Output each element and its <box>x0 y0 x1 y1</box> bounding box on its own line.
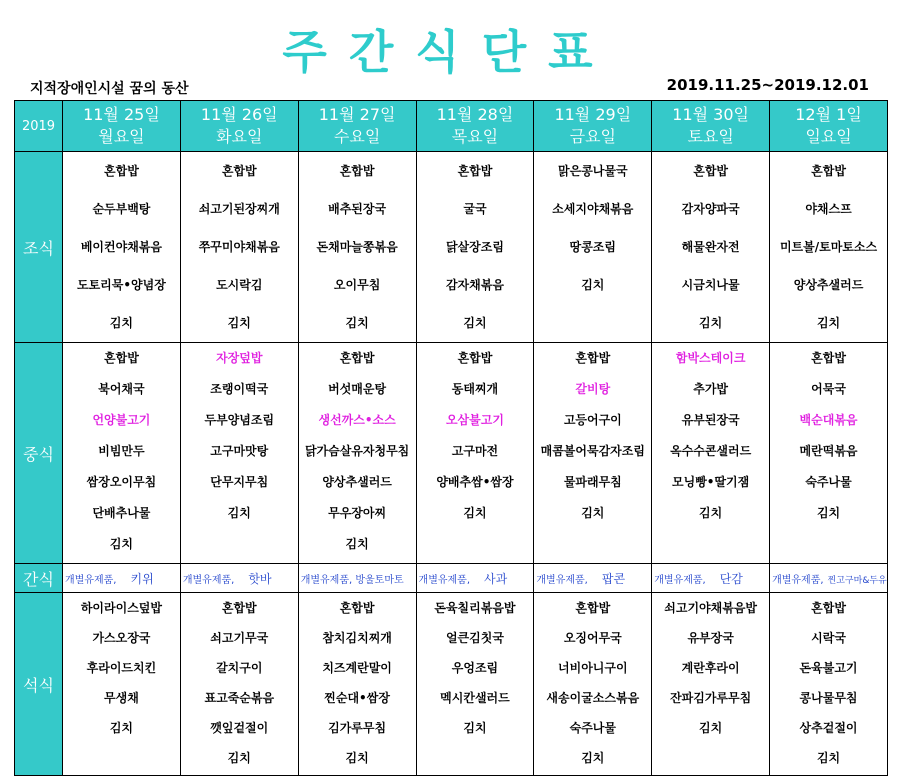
menu-item: 쌈장오이무침 <box>86 475 157 489</box>
snack-item: 핫바 <box>248 571 272 586</box>
menu-item: 콩나물무침 <box>799 691 858 705</box>
snack-dairy: 개별유제품, <box>65 574 117 586</box>
menu-item: 함박스테이크 <box>675 351 746 365</box>
menu-item: 생선까스•소스 <box>318 413 396 427</box>
menu-item: 버섯매운탕 <box>328 382 387 396</box>
menu-item: 감자양파국 <box>681 202 740 216</box>
menu-item: 돈육불고기 <box>799 661 858 675</box>
menu-item: 김치 <box>227 506 251 520</box>
menu-item: 김치 <box>581 506 605 520</box>
menu-item: 김치 <box>109 316 134 330</box>
menu-item: 김치 <box>816 506 841 520</box>
menu-item: 양배추쌈•쌈장 <box>436 475 514 489</box>
snack-item: 키위 <box>130 571 154 586</box>
menu-item: 배추된장국 <box>328 202 387 216</box>
menu-item: 감자채볶음 <box>445 278 504 292</box>
menu-item: 가스오장국 <box>92 631 151 645</box>
menu-item: 혼합밥 <box>811 164 846 178</box>
menu-item: 혼합밥 <box>693 164 729 178</box>
menu-item: 김치 <box>109 721 134 735</box>
menu-cell <box>652 152 770 343</box>
snack-cell <box>652 564 770 593</box>
menu-item: 김치 <box>345 751 369 765</box>
menu-item: 김치 <box>816 316 841 330</box>
menu-item: 비빔만두 <box>98 444 145 458</box>
menu-item: 상추겉절이 <box>799 721 858 735</box>
menu-item: 혼합밥 <box>339 164 375 178</box>
menu-item: 맑은콩나물국 <box>558 164 628 178</box>
dinner-row <box>15 593 888 776</box>
menu-item: 도토리묵•양념장 <box>77 278 166 292</box>
menu-item: 찐순대•쌈장 <box>324 691 390 705</box>
menu-item: 북어채국 <box>98 382 145 396</box>
menu-cell <box>416 152 534 343</box>
snack-cell <box>534 564 652 593</box>
menu-cell <box>180 343 298 564</box>
menu-item: 후라이드치킨 <box>86 661 157 675</box>
menu-item: 김치 <box>699 721 723 735</box>
menu-item: 닭가슴살유자청무침 <box>304 444 410 458</box>
menu-item: 새송이굴소스볶음 <box>546 691 640 705</box>
snack-cell <box>416 564 534 593</box>
menu-item: 쇠고기된장찌개 <box>198 202 280 216</box>
menu-item: 우엉조림 <box>451 661 499 675</box>
menu-item: 얼큰김칫국 <box>445 631 504 645</box>
snack-dairy: 개별유제품, 방울토마토 <box>300 574 404 586</box>
meal-label-breakfast: 조식 <box>15 152 63 343</box>
menu-item: 갈비탕 <box>575 382 611 396</box>
menu-cell <box>770 152 888 343</box>
menu-item: 시락국 <box>811 631 846 645</box>
menu-item: 계란후라이 <box>681 661 740 675</box>
menu-item: 김치 <box>463 721 487 735</box>
menu-item: 혼합밥 <box>339 601 375 615</box>
menu-item: 쇠고기무국 <box>210 631 269 645</box>
menu-item: 혼합밥 <box>575 601 611 615</box>
menu-cell <box>298 152 416 343</box>
menu-item: 김치 <box>345 537 369 551</box>
menu-item: 양상추샐러드 <box>793 278 864 292</box>
menu-item: 두부양념조림 <box>204 413 275 427</box>
day-header: 12월 1일 일요일 <box>770 101 888 152</box>
header-row <box>15 101 888 152</box>
menu-item: 모닝빵•딸기잼 <box>672 475 750 489</box>
menu-item: 쭈꾸미야채볶음 <box>198 240 280 254</box>
menu-item: 땅콩조림 <box>569 240 616 254</box>
menu-item: 하이라이스덮밥 <box>80 601 162 615</box>
menu-item: 오징어무국 <box>563 631 622 645</box>
meal-label-dinner: 석식 <box>15 593 63 776</box>
day-header: 11월 27일 수요일 <box>298 101 416 152</box>
menu-item: 혼합밥 <box>221 164 257 178</box>
menu-item: 어묵국 <box>811 382 846 396</box>
menu-item: 야채스프 <box>805 202 852 216</box>
menu-item: 혼합밥 <box>457 351 493 365</box>
snack-item: 팝콘 <box>601 571 626 586</box>
day-header: 11월 30일 토요일 <box>652 101 770 152</box>
menu-item: 돈채마늘쫑볶음 <box>316 240 398 254</box>
menu-item: 혼합밥 <box>811 351 846 365</box>
menu-item: 오삼불고기 <box>445 413 504 427</box>
day-header: 11월 29일 금요일 <box>534 101 652 152</box>
menu-cell <box>180 152 298 343</box>
day-header: 11월 25일 월요일 <box>63 101 181 152</box>
day-header: 11월 26일 화요일 <box>180 101 298 152</box>
menu-item: 김치 <box>463 316 487 330</box>
menu-item: 양상추샐러드 <box>322 475 392 489</box>
menu-item: 추가밥 <box>693 382 729 396</box>
menu-item: 혼합밥 <box>104 164 139 178</box>
menu-item: 오이무침 <box>333 278 381 292</box>
menu-item: 해물완자전 <box>681 240 740 254</box>
menu-item: 김치 <box>345 316 369 330</box>
menu-item: 참치김치찌개 <box>322 631 392 645</box>
menu-item: 숙주나물 <box>569 721 616 735</box>
year-header: 2019 <box>15 101 63 152</box>
snack-item: 사과 <box>484 571 508 586</box>
snack-cell <box>298 564 416 593</box>
menu-item: 고등어구이 <box>563 413 622 427</box>
menu-item: 돈육칠리볶음밥 <box>434 601 516 615</box>
menu-item: 도시락김 <box>216 278 263 292</box>
snack-cell <box>63 564 181 593</box>
menu-item: 김치 <box>109 537 134 551</box>
menu-table <box>14 100 888 776</box>
menu-item: 미트볼/토마토소스 <box>779 240 878 254</box>
menu-item: 잔파김가루무침 <box>670 691 752 705</box>
menu-item: 멕시칸샐러드 <box>440 691 510 705</box>
page-title: 주간식단표 <box>282 25 615 79</box>
menu-item: 혼합밥 <box>339 351 375 365</box>
menu-item: 김가루무침 <box>328 721 387 735</box>
menu-item: 베이컨야채볶음 <box>80 240 162 254</box>
menu-item: 메란떡볶음 <box>799 444 858 458</box>
menu-cell <box>63 152 181 343</box>
menu-item: 김치 <box>227 751 251 765</box>
snack-dairy: 개별유제품, <box>772 574 824 586</box>
snack-dairy: 개별유제품, <box>654 574 706 586</box>
snack-cell <box>180 564 298 593</box>
menu-item: 표고죽순볶음 <box>204 691 275 705</box>
date-range: 2019.11.25~2019.12.01 <box>666 76 869 94</box>
menu-item: 고구마전 <box>451 444 499 458</box>
menu-item: 언양불고기 <box>92 413 151 427</box>
menu-cell <box>770 343 888 564</box>
lunch-row <box>15 343 888 564</box>
menu-cell <box>652 593 770 776</box>
menu-cell <box>63 593 181 776</box>
breakfast-row <box>15 152 888 343</box>
menu-item: 혼합밥 <box>575 351 611 365</box>
menu-cell <box>534 343 652 564</box>
menu-item: 조랭이떡국 <box>210 382 269 396</box>
menu-item: 치즈계란말이 <box>322 661 392 675</box>
menu-item: 매콤볼어묵감자조림 <box>540 444 645 458</box>
menu-item: 갈치구이 <box>216 661 263 675</box>
menu-item: 굴국 <box>463 202 487 216</box>
menu-item: 김치 <box>699 316 723 330</box>
menu-item: 단무지무침 <box>210 475 269 489</box>
menu-item: 순두부백탕 <box>92 202 151 216</box>
menu-item: 옥수수콘샐러드 <box>670 444 752 458</box>
snack-cell <box>770 564 888 593</box>
menu-cell <box>652 343 770 564</box>
menu-cell <box>63 343 181 564</box>
menu-item: 유부장국 <box>687 631 734 645</box>
menu-item: 단배추나물 <box>92 506 151 520</box>
snack-dairy: 개별유제품, <box>182 574 235 586</box>
menu-item: 쇠고기야채볶음밥 <box>664 601 758 615</box>
menu-item: 김치 <box>463 506 487 520</box>
menu-cell <box>298 593 416 776</box>
menu-cell <box>298 343 416 564</box>
menu-item: 김치 <box>227 316 251 330</box>
meal-label-lunch: 중식 <box>15 343 63 564</box>
snack-row <box>15 564 888 593</box>
snack-dairy: 개별유제품, <box>536 574 588 586</box>
day-header: 11월 28일 목요일 <box>416 101 534 152</box>
menu-item: 숙주나물 <box>805 475 852 489</box>
menu-item: 김치 <box>699 506 723 520</box>
menu-item: 물파래무침 <box>563 475 622 489</box>
menu-item: 혼합밥 <box>104 351 139 365</box>
menu-item: 닭살장조림 <box>445 240 504 254</box>
menu-item: 무생채 <box>104 691 139 705</box>
menu-item: 무우장아찌 <box>328 506 387 520</box>
snack-dairy: 개별유제품, <box>418 574 471 586</box>
menu-item: 너비아니구이 <box>558 661 628 675</box>
menu-cell <box>770 593 888 776</box>
menu-item: 김치 <box>581 751 605 765</box>
menu-item: 김치 <box>816 751 841 765</box>
menu-cell <box>416 343 534 564</box>
menu-item: 유부된장국 <box>681 413 740 427</box>
menu-item: 시금치나물 <box>681 278 740 292</box>
snack-item: 찐고구마&두유 <box>827 575 887 586</box>
menu-cell <box>534 152 652 343</box>
snack-item: 단감 <box>719 571 743 586</box>
menu-cell <box>416 593 534 776</box>
menu-item: 깻잎겉절이 <box>210 721 269 735</box>
organization-name: 지적장애인시설 꿈의 동산 <box>30 81 189 97</box>
menu-item: 혼합밥 <box>811 601 846 615</box>
menu-item: 혼합밥 <box>221 601 257 615</box>
menu-item: 혼합밥 <box>457 164 493 178</box>
menu-cell <box>180 593 298 776</box>
menu-item: 소세지야채볶음 <box>552 202 634 216</box>
menu-item: 자장덮밥 <box>216 351 263 365</box>
menu-item: 김치 <box>581 278 605 292</box>
menu-cell <box>534 593 652 776</box>
meal-label-snack: 간식 <box>15 564 63 593</box>
menu-item: 백순대볶음 <box>799 413 858 427</box>
menu-item: 고구마맛탕 <box>210 444 269 458</box>
menu-item: 동태찌개 <box>451 382 499 396</box>
